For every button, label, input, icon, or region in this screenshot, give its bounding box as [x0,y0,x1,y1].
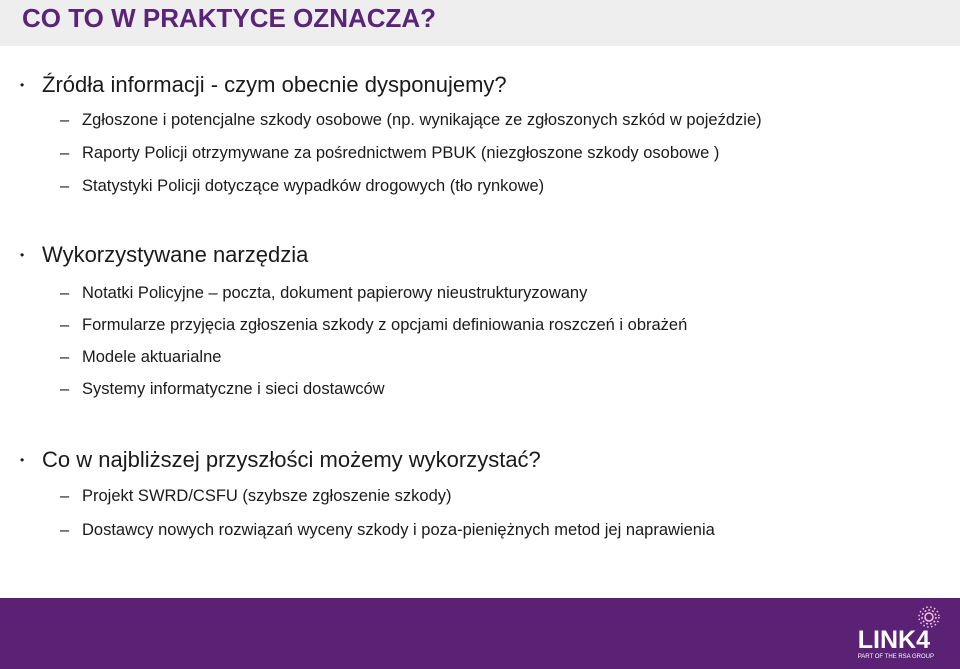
footer-bar [0,598,960,669]
dash-icon: – [60,521,70,539]
bullet-icon: • [20,248,25,262]
logo-text: LINK4 [857,626,930,654]
title-bar [0,0,960,46]
dash-icon: – [60,144,70,162]
bullet-icon: • [20,78,25,92]
dash-icon: – [60,111,70,129]
dash-icon: – [60,380,70,398]
dash-icon: – [60,487,70,505]
dash-icon: – [60,316,70,334]
logo-subtitle: PART OF THE RSA GROUP [857,654,934,660]
page-title: CO TO W PRAKTYCE OZNACZA? [22,3,437,33]
dash-icon: – [60,177,70,195]
dash-icon: – [60,348,70,366]
link4-logo [828,610,938,662]
bullet-icon: • [20,453,25,467]
dash-icon: – [60,284,70,302]
